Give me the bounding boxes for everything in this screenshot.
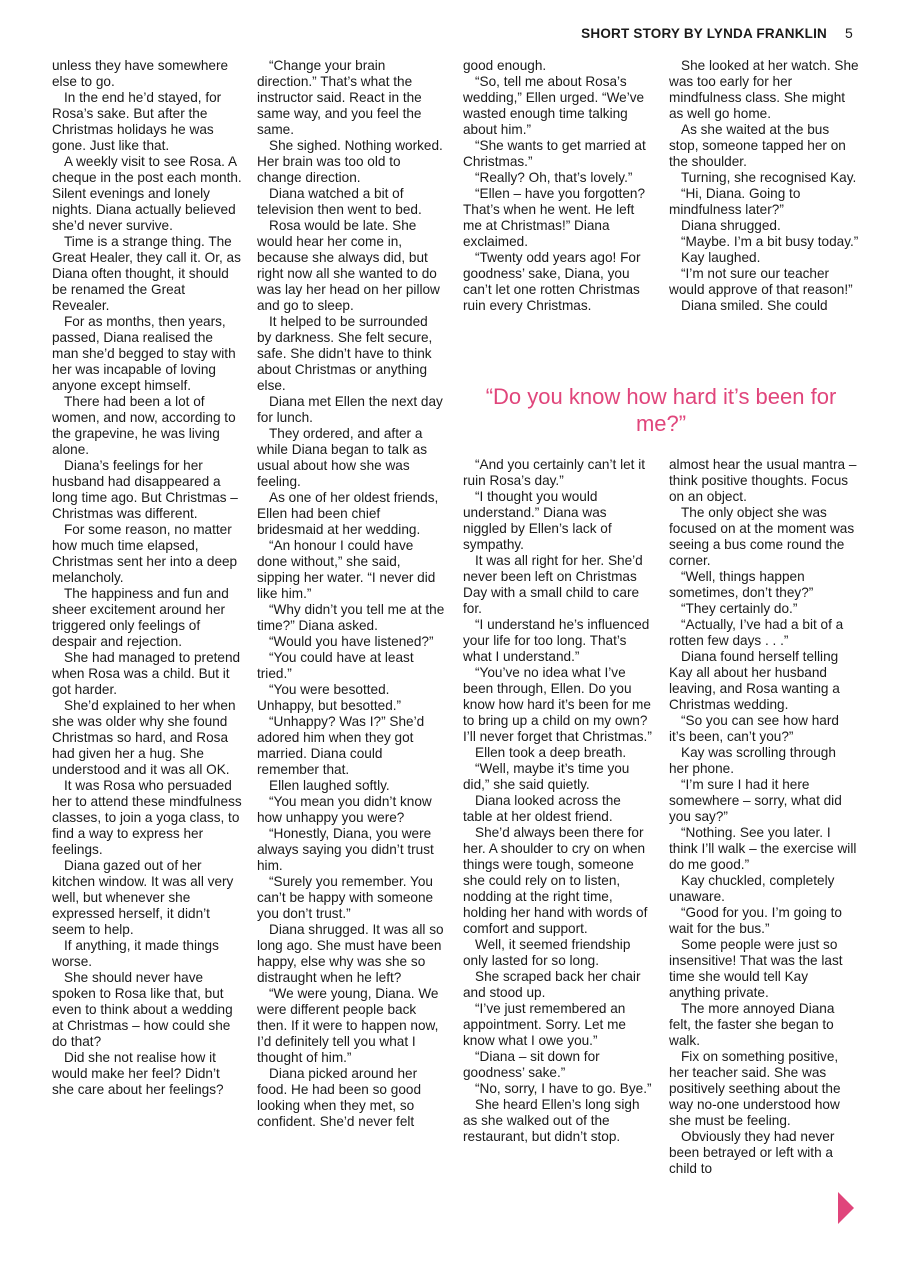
paragraph: For some reason, no matter how much time elapsed, Christmas sent her into a deep melancholy. <box>52 522 238 585</box>
paragraph: Diana picked around her food. He had been so good looking when they met, so confident. She’d never felt <box>257 1066 422 1129</box>
paragraph: “Ellen – have you forgotten? That’s when he went. He left me at Christmas!” Diana exclaimed. <box>463 186 646 249</box>
page-number: 5 <box>845 25 853 41</box>
paragraph: “I thought you would understand.” Diana was niggled by Ellen’s lack of sympathy. <box>463 489 612 552</box>
paragraph: good enough. <box>463 58 547 73</box>
paragraph: Diana’s feelings for her husband had disappeared a long time ago. But Christmas – Christmas was different. <box>52 458 238 521</box>
paragraph: In the end he’d stayed, for Rosa’s sake. But after the Christmas holidays he was gone. Just like that. <box>52 90 222 153</box>
paragraph: As one of her oldest friends, Ellen had been chief bridesmaid at her wedding. <box>257 490 439 537</box>
paragraph: “I’m not sure our teacher would approve of that reason!” <box>669 266 853 297</box>
paragraph: “So, tell me about Rosa’s wedding,” Ellen urged. “We’ve wasted enough time talking about him.” <box>463 74 645 137</box>
paragraph: She heard Ellen’s long sigh as she walked out of the restaurant, but didn’t stop. <box>463 1097 640 1144</box>
paragraph: There had been a lot of women, and now, according to the grapevine, he was living alone. <box>52 394 236 457</box>
paragraph: “Surely you remember. You can’t be happy with someone you don’t trust.” <box>257 874 434 921</box>
paragraph: “Hi, Diana. Going to mindfulness later?” <box>669 186 801 217</box>
paragraph: “She wants to get married at Christmas.” <box>463 138 646 169</box>
paragraph: Ellen laughed softly. <box>269 778 390 793</box>
text-column-2 <box>257 58 445 1130</box>
paragraph: Diana watched a bit of television then went to bed. <box>257 186 422 217</box>
paragraph: The only object she was focused on at the moment was seeing a bus come round the corner. <box>669 505 855 568</box>
paragraph: “I’ve just remembered an appointment. Sorry. Let me know what I owe you.” <box>463 1001 626 1048</box>
pull-quote: “Do you know how hard it’s been for me?” <box>485 384 837 436</box>
paragraph: “You mean you didn’t know how unhappy you were? <box>257 794 432 825</box>
paragraph: Diana gazed out of her kitchen window. It was all very well, but whenever she expressed herself, it didn’t seem to help. <box>52 858 234 937</box>
paragraph: “They certainly do.” <box>681 601 798 616</box>
paragraph: It was all right for her. She’d never been left on Christmas Day with a small child to care for. <box>463 553 643 616</box>
paragraph: Some people were just so insensitive! That was the last time she would tell Kay anything private. <box>669 937 843 1000</box>
paragraph: Did she not realise how it would make her feel? Didn’t she care about her feelings? <box>52 1050 224 1097</box>
paragraph: She sighed. Nothing worked. Her brain was too old to change direction. <box>257 138 443 185</box>
paragraph: “You could have at least tried.” <box>257 650 414 681</box>
paragraph: “You’ve no idea what I’ve been through, Ellen. Do you know how hard it’s been for me to bring up a child on my own? I’ll never forget that Christmas.” <box>463 665 652 744</box>
continue-arrow-icon[interactable] <box>838 1192 854 1224</box>
paragraph: Time is a strange thing. The Great Healer, they call it. Or, as Diana often thought, it should be renamed the Great Revealer. <box>52 234 241 313</box>
paragraph: If anything, it made things worse. <box>52 938 219 969</box>
paragraph: Kay was scrolling through her phone. <box>669 745 836 776</box>
paragraph: “Unhappy? Was I?” She’d adored him when they got married. Diana could remember that. <box>257 714 425 777</box>
paragraph: Rosa would be late. She would hear her come in, because she always did, but right now all she wanted to do was lay her head on her pillow and go to sleep. <box>257 218 440 313</box>
paragraph: A weekly visit to see Rosa. A cheque in the post each month. Silent evenings and lonely nights. Diana actually believed she’d never survive. <box>52 154 242 233</box>
running-title: SHORT STORY BY LYNDA FRANKLIN <box>581 25 827 41</box>
paragraph: She should never have spoken to Rosa like that, but even to think about a wedding at Christmas – how could she do that? <box>52 970 233 1049</box>
paragraph: It was Rosa who persuaded her to attend these mindfulness classes, to join a yoga class, to find a way to express her feelings. <box>52 778 242 857</box>
paragraph: “You were besotted. Unhappy, but besotted.” <box>257 682 402 713</box>
paragraph: The more annoyed Diana felt, the faster she began to walk. <box>669 1001 835 1048</box>
paragraph: “Twenty odd years ago! For goodness’ sake, Diana, you can’t let one rotten Christmas ruin every Christmas. <box>463 250 641 313</box>
paragraph: The happiness and fun and sheer excitement around her triggered only feelings of despair and rejection. <box>52 586 229 649</box>
paragraph: Fix on something positive, her teacher said. She was positively seething about the way no-one understood how she must be feeling. <box>669 1049 841 1128</box>
paragraph: Turning, she recognised Kay. <box>681 170 857 185</box>
paragraph: “And you certainly can’t let it ruin Rosa’s day.” <box>463 457 646 488</box>
paragraph: Diana shrugged. <box>681 218 781 233</box>
paragraph: It helped to be surrounded by darkness. She felt secure, safe. She didn’t have to think about Christmas or anything else. <box>257 314 433 393</box>
paragraph: “Honestly, Diana, you were always saying you didn’t trust him. <box>257 826 434 873</box>
paragraph: She looked at her watch. She was too early for her mindfulness class. She might as well go home. <box>669 58 859 121</box>
paragraph: “An honour I could have done without,” she said, sipping her water. “I never did like him.” <box>257 538 436 601</box>
paragraph: “Why didn’t you tell me at the time?” Diana asked. <box>257 602 445 633</box>
paragraph: They ordered, and after a while Diana began to talk as usual about how she was feeling. <box>257 426 428 489</box>
paragraph: “We were young, Diana. We were different people back then. If it were to happen now, I’d definitely tell you what I thought of him.” <box>257 986 439 1065</box>
text-column-4-bottom <box>669 457 859 1177</box>
text-column-3-top <box>463 58 653 314</box>
paragraph: “Nothing. See you later. I think I’ll walk – the exercise will do me good.” <box>669 825 857 872</box>
text-column-4-top <box>669 58 859 314</box>
paragraph: “Would you have listened?” <box>269 634 434 649</box>
paragraph: Diana shrugged. It was all so long ago. She must have been happy, else why was she so distraught when he left? <box>257 922 444 985</box>
paragraph: “Actually, I’ve had a bit of a rotten few days . . .” <box>669 617 844 648</box>
paragraph: As she waited at the bus stop, someone tapped her on the shoulder. <box>669 122 846 169</box>
paragraph: Well, it seemed friendship only lasted for so long. <box>463 937 631 968</box>
paragraph: Kay chuckled, completely unaware. <box>669 873 835 904</box>
paragraph: “Change your brain direction.” That’s what the instructor said. React in the same way, and you feel the same. <box>257 58 422 137</box>
paragraph: “I understand he’s influenced your life for too long. That’s what I understand.” <box>463 617 650 664</box>
paragraph: She’d explained to her when she was older why she found Christmas so hard, and Rosa had given her a hug. She understood and it was all OK. <box>52 698 236 777</box>
paragraph: “Good for you. I’m going to wait for the bus.” <box>669 905 842 936</box>
paragraph: “Maybe. I’m a bit busy today.” <box>681 234 859 249</box>
paragraph: Obviously they had never been betrayed or left with a child to <box>669 1129 835 1176</box>
paragraph: “Diana – sit down for goodness’ sake.” <box>463 1049 600 1080</box>
paragraph: “So you can see how hard it’s been, can’t you?” <box>669 713 839 744</box>
paragraph: “I’m sure I had it here somewhere – sorry, what did you say?” <box>669 777 842 824</box>
paragraph: She had managed to pretend when Rosa was a child. But it got harder. <box>52 650 241 697</box>
paragraph: She scraped back her chair and stood up. <box>463 969 641 1000</box>
paragraph: She’d always been there for her. A shoulder to cry on when things were tough, someone she could rely on to listen, nodding at the right time, holding her hand with words of comfort and support. <box>463 825 648 936</box>
paragraph: Diana found herself telling Kay all about her husband leaving, and Rosa wanting a Christmas wedding. <box>669 649 840 712</box>
paragraph: “Well, things happen sometimes, don’t they?” <box>669 569 814 600</box>
paragraph: “No, sorry, I have to go. Bye.” <box>475 1081 652 1096</box>
paragraph: Diana smiled. She could <box>681 298 828 313</box>
page-header <box>581 22 853 44</box>
paragraph: “Well, maybe it’s time you did,” she said quietly. <box>463 761 630 792</box>
paragraph: “Really? Oh, that’s lovely.” <box>475 170 633 185</box>
paragraph: Diana met Ellen the next day for lunch. <box>257 394 443 425</box>
text-column-3-bottom <box>463 457 653 1145</box>
paragraph: unless they have somewhere else to go. <box>52 58 229 89</box>
paragraph: Diana looked across the table at her oldest friend. <box>463 793 621 824</box>
text-column-1 <box>52 58 242 1098</box>
paragraph: almost hear the usual mantra – think positive thoughts. Focus on an object. <box>669 457 857 504</box>
paragraph: Ellen took a deep breath. <box>475 745 627 760</box>
paragraph: For as months, then years, passed, Diana realised the man she’d begged to stay with her was incapable of loving anyone except himself. <box>52 314 236 393</box>
paragraph: Kay laughed. <box>681 250 761 265</box>
